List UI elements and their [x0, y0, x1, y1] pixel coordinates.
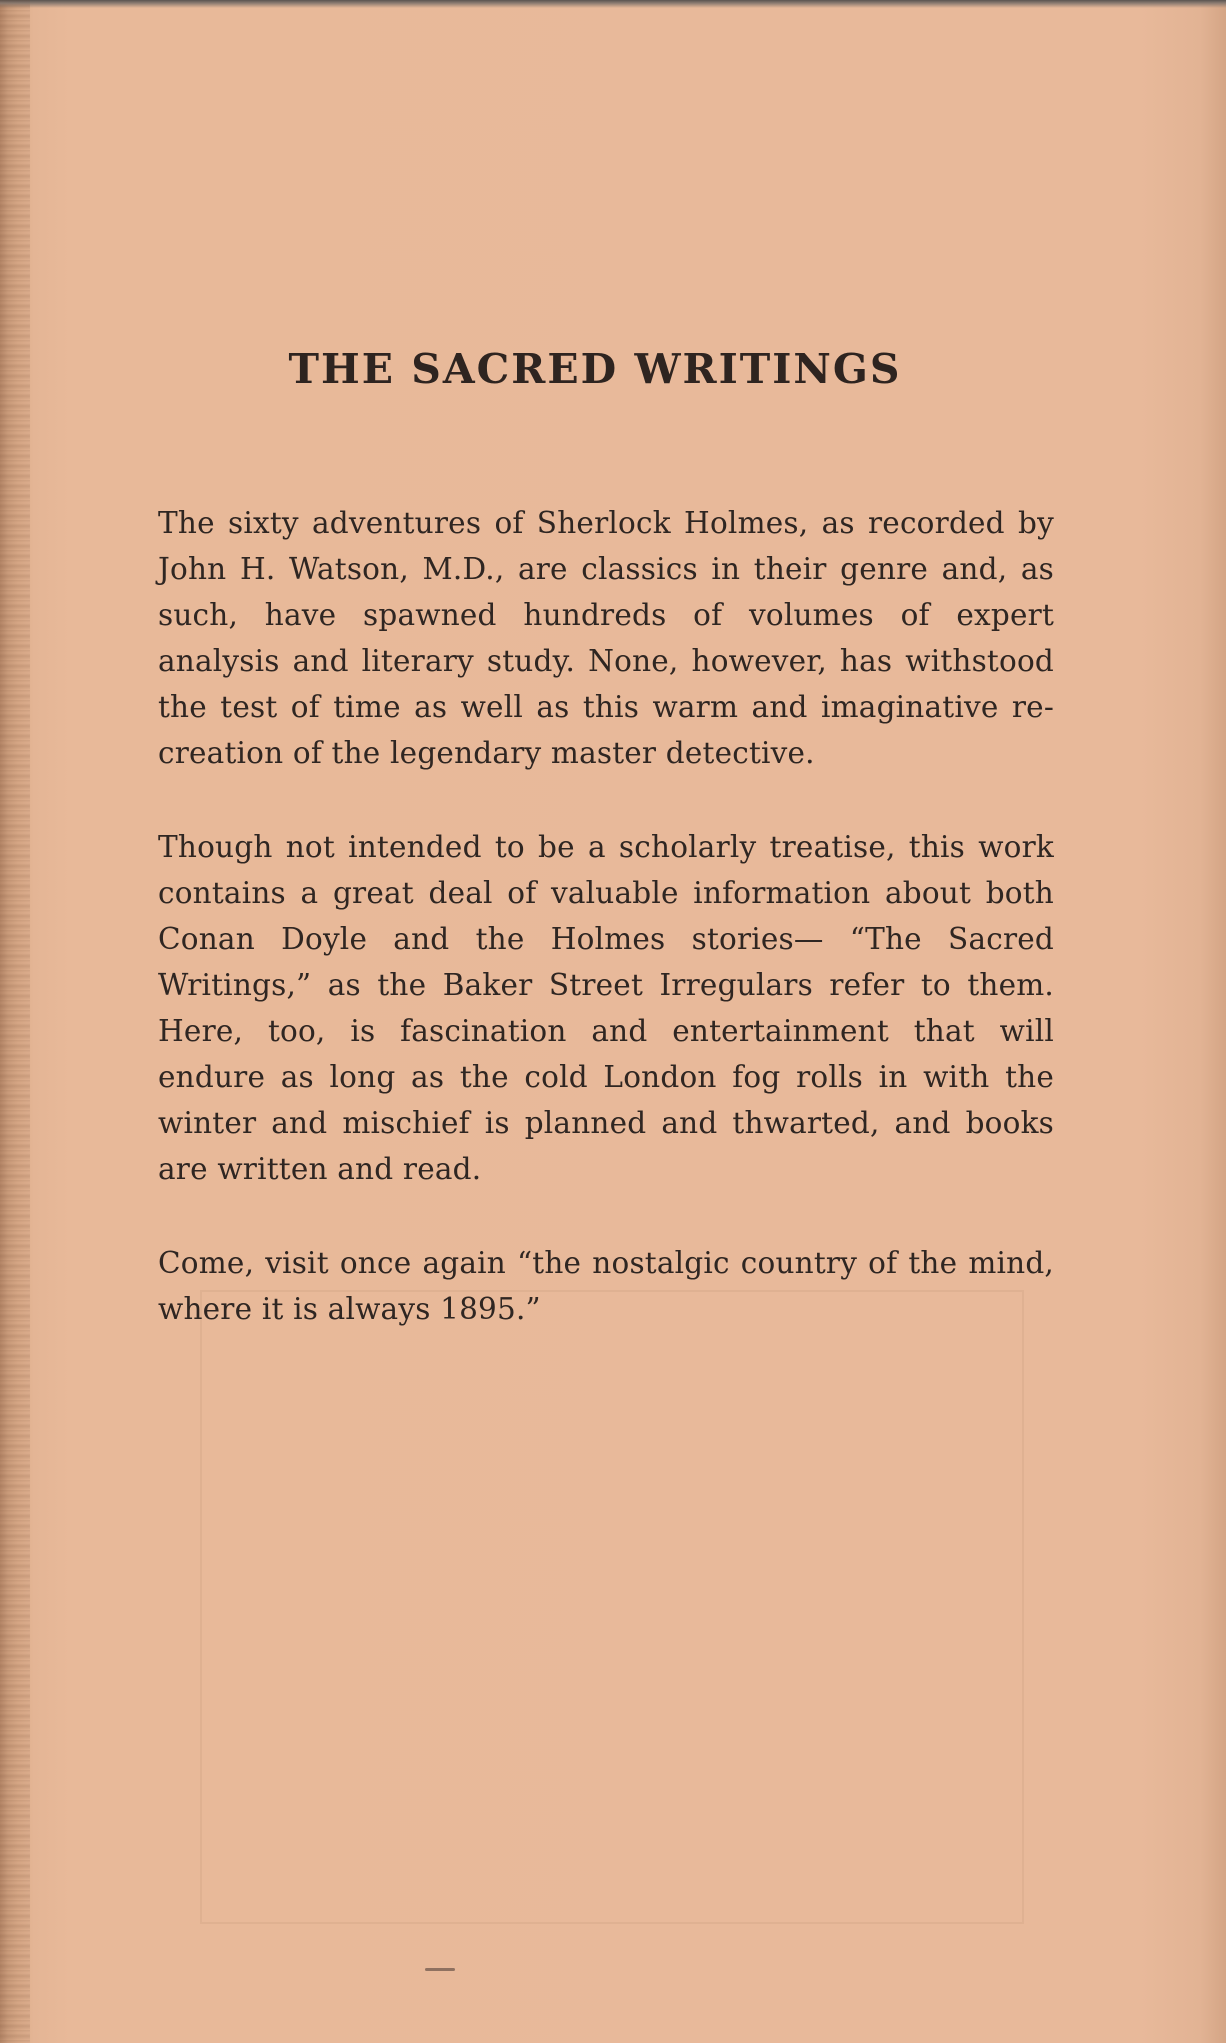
paragraph-3: Come, visit once again “the nostalgic country of the mind, where it is always 1895.”: [158, 1246, 1054, 1326]
paragraph-1: The sixty adventures of Sherlock Holmes, as recorded by John H. Watson, M.D., are classics in their genre and, as such, have spawned hundreds of volumes of expert analysis and literary study. None, however, has withstood the test of time as well as this warm and imaginative re-creation of the legendary master detective.: [158, 506, 1054, 770]
page-spine-edge: [0, 0, 30, 2043]
paragraph-2: Though not intended to be a scholarly treatise, this work contains a great deal of valuable information about both Conan Doyle and the Holmes stories— “The Sacred Writings,” as the Baker Street Irregulars refer to them. Here, too, is fascination and entertainment that will endure as long as the cold London fog rolls in with the winter and mischief is planned and thwarted, and books are written and read.: [158, 830, 1054, 1186]
page-top-edge: [0, 0, 1226, 8]
page-title: THE SACRED WRITINGS: [288, 345, 902, 393]
body-text: [158, 500, 1054, 1380]
ink-speck: [425, 1968, 455, 1971]
bleed-through-box: [200, 1290, 1024, 1924]
